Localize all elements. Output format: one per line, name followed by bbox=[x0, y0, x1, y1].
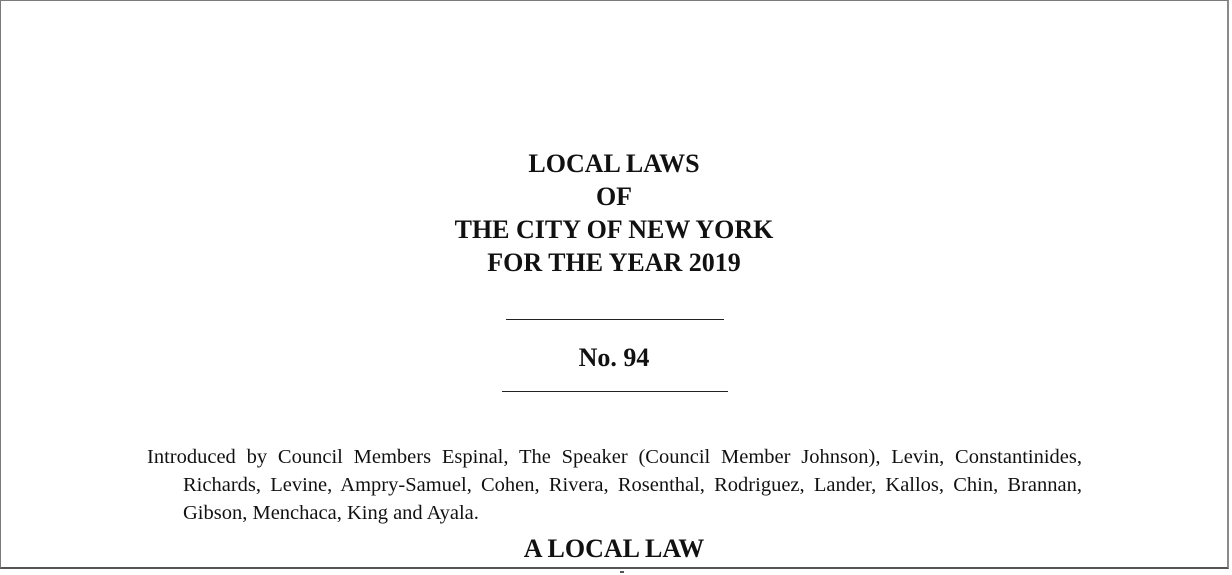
divider-top bbox=[506, 319, 724, 320]
document-title bbox=[1, 147, 1227, 279]
introduced-by-paragraph: Introduced by Council Members Espinal, The Speaker (Council Member Johnson), Levin, Constantinides, Richards, Levine, Ampry-Samuel, Cohen, Rivera, Rosenthal, Rodriguez, Lander, Kallos, Chin, Brannan, Gibson, Menchaca, King and Ayala. bbox=[147, 445, 1082, 524]
title-line-of: OF bbox=[595, 182, 633, 211]
title-line-city: THE CITY OF NEW YORK bbox=[454, 215, 774, 244]
divider-bottom bbox=[502, 391, 728, 392]
title-line-year: FOR THE YEAR 2019 bbox=[487, 248, 741, 277]
title-line-local-laws: LOCAL LAWS bbox=[528, 149, 700, 178]
law-number: No. 94 bbox=[578, 343, 650, 372]
section-heading: A LOCAL LAW bbox=[523, 534, 705, 563]
text-cursor-mark bbox=[620, 571, 624, 573]
